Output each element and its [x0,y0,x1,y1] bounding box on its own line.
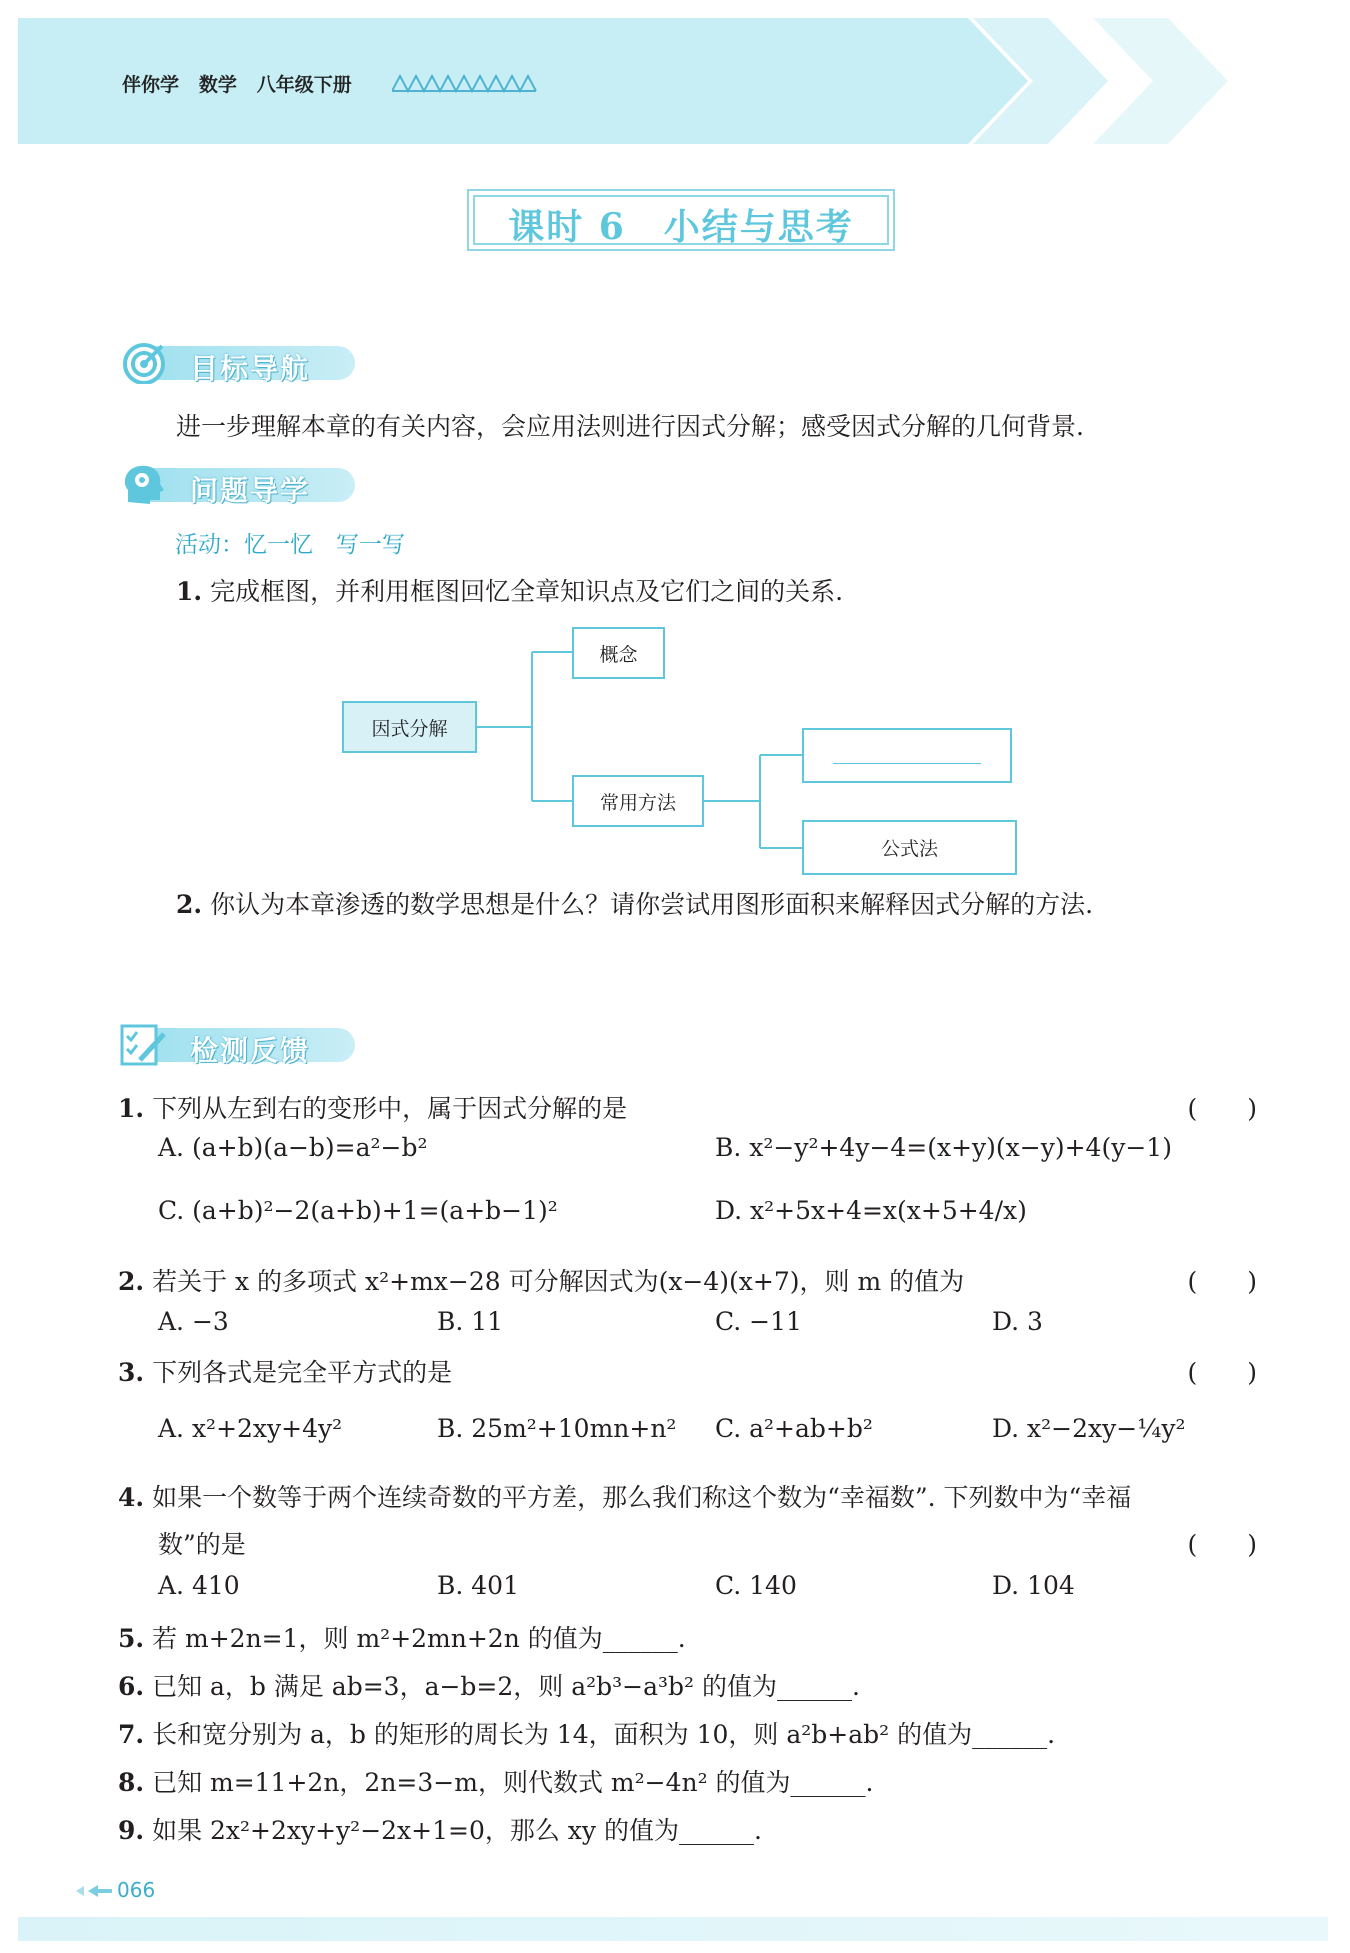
q5-text: 若 m+2n=1，则 m²+2mn+2n 的值为______. [152,1624,686,1653]
diagram-formula: 公式法 [802,820,1017,875]
question-5[interactable] [118,1619,686,1655]
q7-number: 7. [118,1720,145,1749]
q2-option-c[interactable]: C. −11 [715,1307,802,1336]
q4-answer-paren[interactable]: ( ) [1187,1530,1257,1559]
q2-number: 2. [118,1267,145,1296]
q4-option-d[interactable]: D. 104 [992,1571,1075,1600]
q6-text: 已知 a，b 满足 ab=3，a−b=2，则 a²b³−a³b² 的值为______. [152,1672,860,1701]
guide-q2-text: 你认为本章渗透的数学思想是什么？请你尝试用图形面积来解释因式分解的方法. [210,890,1094,919]
page-arrow-icon [76,1884,116,1898]
q1-number: 1. [118,1094,145,1123]
question-1 [118,1089,627,1125]
guide-q2-number: 2. [176,890,203,919]
q4-option-c[interactable]: C. 140 [715,1571,797,1600]
q3-number: 3. [118,1358,145,1387]
q3-option-d[interactable]: D. x²−2xy−¼y² [992,1414,1186,1443]
header-grade: 八年级下册 [256,74,352,96]
guide-q1-text: 完成框图，并利用框图回忆全章知识点及它们之间的关系. [210,577,844,606]
q9-text: 如果 2x²+2xy+y²−2x+1=0，那么 xy 的值为______. [152,1816,762,1845]
section-feedback-title: 检测反馈 [190,1034,311,1067]
q4-option-b[interactable]: B. 401 [437,1571,519,1600]
activity-label: 活动：忆一忆 写一写 [175,532,405,558]
q3-option-c[interactable]: C. a²+ab+b² [715,1414,873,1443]
question-6[interactable] [118,1667,860,1703]
q4-option-a[interactable]: A. 410 [158,1571,240,1600]
q3-text: 下列各式是完全平方式的是 [152,1358,453,1387]
question-9[interactable] [118,1811,762,1847]
guide-q1-number: 1. [176,577,203,606]
question-8[interactable] [118,1763,874,1799]
diagram-concept: 概念 [572,627,665,679]
section-goal-title: 目标导航 [190,352,311,385]
q9-number: 9. [118,1816,145,1845]
diagram-connectors [0,0,1350,900]
q6-number: 6. [118,1672,145,1701]
q8-text: 已知 m=11+2n，2n=3−m，则代数式 m²−4n² 的值为______. [152,1768,874,1797]
q8-number: 8. [118,1768,145,1797]
header-series: 伴你学 [122,74,180,96]
header-subject: 数学 [198,74,237,96]
q1-text: 下列从左到右的变形中，属于因式分解的是 [152,1094,628,1123]
q3-option-b[interactable]: B. 25m²+10mn+n² [437,1414,677,1443]
question-7[interactable] [118,1715,1055,1751]
diagram-blank-method[interactable] [802,728,1012,783]
checklist-pen-icon [120,1022,168,1066]
diagram-root: 因式分解 [342,701,477,753]
q1-option-c[interactable]: C. (a+b)²−2(a+b)+1=(a+b−1)² [158,1196,558,1225]
page-number: 066 [117,1878,156,1902]
q2-option-d[interactable]: D. 3 [992,1307,1043,1336]
q1-option-b[interactable]: B. x²−y²+4y−4=(x+y)(x−y)+4(y−1) [715,1133,1172,1162]
q2-answer-paren[interactable]: ( ) [1187,1267,1257,1296]
diagram-methods: 常用方法 [572,775,704,827]
q4-text: 如果一个数等于两个连续奇数的平方差，那么我们称这个数为“幸福数”. 下列数中为“幸福 [152,1483,1132,1512]
q4-text-cont: 数”的是 [158,1530,246,1559]
lesson-title: 课时 6 小结与思考 [508,206,854,248]
q1-option-a[interactable]: A. (a+b)(a−b)=a²−b² [158,1133,428,1162]
goal-text: 进一步理解本章的有关内容，会应用法则进行因式分解；感受因式分解的几何背景. [176,412,1084,441]
q2-option-a[interactable]: A. −3 [158,1307,229,1336]
question-4 [118,1478,1131,1514]
q1-answer-paren[interactable]: ( ) [1187,1094,1257,1123]
q7-text: 长和宽分别为 a，b 的矩形的周长为 14，面积为 10，则 a²b+ab² 的值为______. [152,1720,1056,1749]
footer-strip [18,1917,1328,1941]
question-3 [118,1353,452,1389]
q5-number: 5. [118,1624,145,1653]
q3-answer-paren[interactable]: ( ) [1187,1358,1257,1387]
section-feedback-header [120,1022,355,1066]
q2-option-b[interactable]: B. 11 [437,1307,504,1336]
guide-q2 [176,885,1093,921]
q3-option-a[interactable]: A. x²+2xy+4y² [158,1414,343,1443]
question-2 [118,1262,964,1298]
section-guide-title: 问题导学 [190,474,311,507]
diagram-blank-line [833,763,981,764]
q2-text: 若关于 x 的多项式 x²+mx−28 可分解因式为(x−4)(x+7)，则 m 的值为 [152,1267,965,1296]
q4-number: 4. [118,1483,145,1512]
q1-option-d[interactable]: D. x²+5x+4=x(x+5+4/x) [715,1196,1027,1225]
